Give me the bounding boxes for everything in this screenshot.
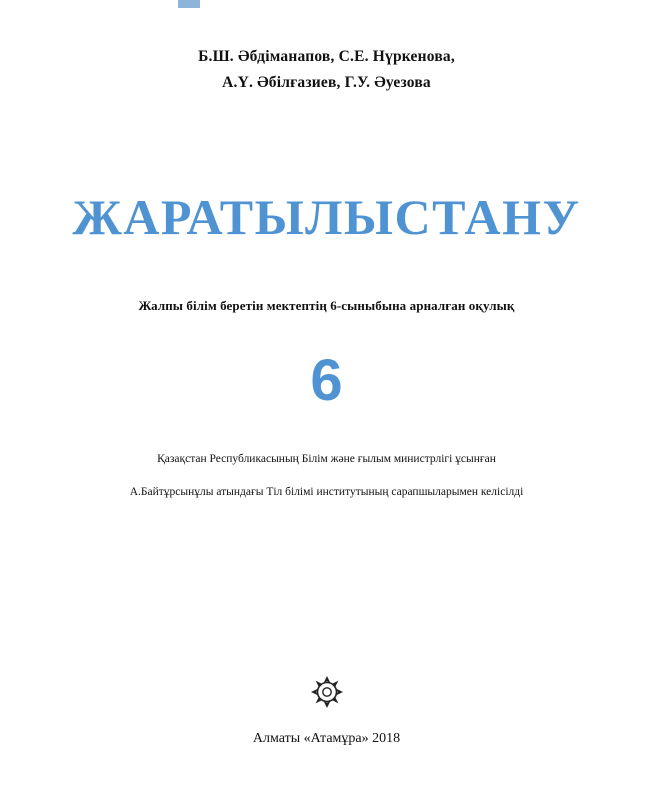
approval-line-1: Қазақстан Республикасының Білім және ғылым министрлігі ұсынған: [157, 453, 496, 465]
approval-block: [0, 443, 653, 509]
book-subtitle: Жалпы білім беретін мектептің 6-сыныбына арналған оқулық: [138, 298, 515, 313]
book-title: ЖАРАТЫЛЫСТАНУ: [72, 189, 581, 245]
publisher-imprint: Алматы «Атамұра» 2018: [252, 731, 401, 746]
author-line-2: А.Ү. Әбілғазиев, Г.У. Әуезова: [222, 74, 431, 91]
page-top-color-mark: [178, 0, 200, 8]
approval-line-2: А.Байтұрсынұлы атындағы Тіл білімі институтының сарапшыларымен келісілді: [129, 486, 524, 498]
grade-number: 6: [310, 348, 343, 413]
authors-block: [0, 44, 653, 96]
atamura-publisher-logo-icon: [307, 672, 347, 712]
author-line-1: Б.Ш. Әбдіманапов, С.Е. Нүркенова,: [198, 48, 455, 65]
